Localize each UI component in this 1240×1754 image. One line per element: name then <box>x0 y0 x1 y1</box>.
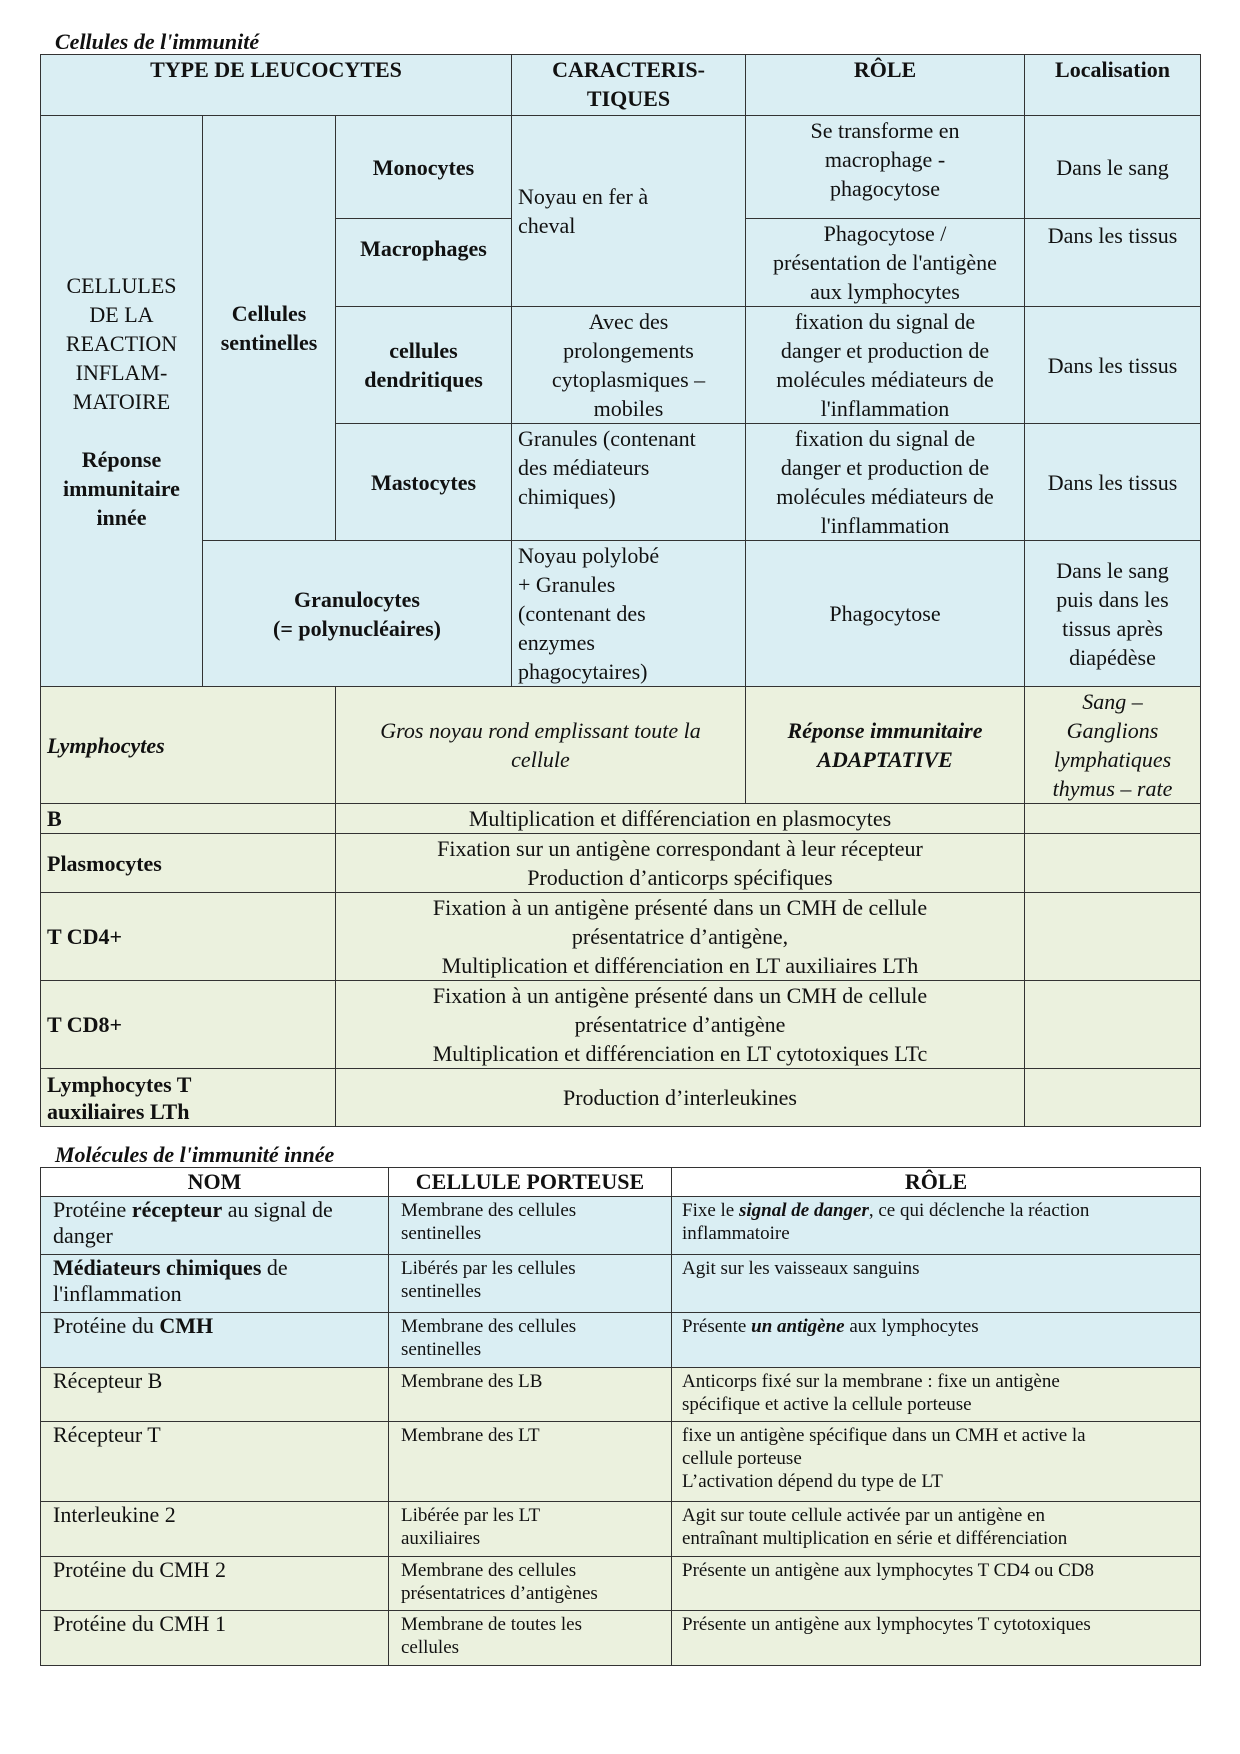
lymph-row-text: Fixation à un antigène présenté dans un CMH de cellule présentatrice d’antigène Multiplication et différenciation en LT cytotoxiques LTc <box>336 981 1025 1069</box>
monocytes-name: Monocytes <box>336 116 512 219</box>
molecule-name <box>41 1557 389 1611</box>
molecule-carrier: Membrane des LB <box>389 1368 672 1422</box>
sentinel-cells-label: Cellules sentinelles <box>203 116 336 541</box>
lymph-row-name: Lymphocytes T auxiliaires LTh <box>41 1069 336 1127</box>
molecule-role <box>672 1368 1201 1422</box>
granulocytes-location: Dans le sang puis dans les tissus après diapédèse <box>1025 541 1201 687</box>
molecule-role <box>672 1611 1201 1666</box>
header-type: TYPE DE LEUCOCYTES <box>41 55 512 116</box>
lymph-row-name: T CD8+ <box>41 981 336 1069</box>
lymph-row-empty <box>1025 834 1201 893</box>
monocytes-location: Dans le sang <box>1025 116 1201 219</box>
header-molecule-role: RÔLE <box>672 1168 1201 1197</box>
molecule-role <box>672 1313 1201 1368</box>
header-carrier-cell: CELLULE PORTEUSE <box>389 1168 672 1197</box>
molecule-name-post: de l'inflammation <box>53 1255 288 1306</box>
lymphocytes-location: Sang – Ganglions lymphatiques thymus – rate <box>1025 687 1201 804</box>
header-name: NOM <box>41 1168 389 1197</box>
molecule-name <box>41 1197 389 1255</box>
molecule-carrier: Membrane des cellules présentatrices d’antigènes <box>389 1557 672 1611</box>
molecule-name-pre: Protéine du <box>53 1313 160 1338</box>
molecule-carrier: Membrane des LT <box>389 1422 672 1502</box>
molecule-role-pre: Présente un antigène aux lymphocytes T CD4 ou CD8 <box>682 1560 1094 1581</box>
molecule-role-emphasis: signal de danger <box>739 1200 869 1221</box>
molecule-carrier: Membrane des cellules sentinelles <box>389 1197 672 1255</box>
molecule-role <box>672 1255 1201 1313</box>
lymph-row-empty <box>1025 1069 1201 1127</box>
lymphocytes-characteristics: Gros noyau rond emplissant toute la cellule <box>336 687 746 804</box>
molecules-table <box>40 1167 1201 1666</box>
molecule-name <box>41 1502 389 1557</box>
molecule-name-bold: Médiateurs chimiques <box>53 1255 262 1280</box>
granulocytes-name: Granulocytes (= polynucléaires) <box>203 541 512 687</box>
lymph-row-text: Multiplication et différenciation en plasmocytes <box>336 804 1025 834</box>
mastocytes-role: fixation du signal de danger et production de molécules médiateurs de l'inflammation <box>746 424 1025 541</box>
innate-group-cell <box>41 116 203 687</box>
macrophages-location: Dans les tissus <box>1025 219 1201 307</box>
mastocytes-location: Dans les tissus <box>1025 424 1201 541</box>
lymph-row-text: Fixation à un antigène présenté dans un CMH de cellule présentatrice d’antigène, Multiplication et différenciation en LT auxiliaires LTh <box>336 893 1025 981</box>
lymph-row-empty <box>1025 893 1201 981</box>
molecule-role-pre: fixe un antigène spécifique dans un CMH et active la cellule porteuse L’activation dépend du type de LT <box>682 1425 1086 1492</box>
molecule-role-pre: Agit sur les vaisseaux sanguins <box>682 1258 920 1279</box>
dendritic-cells-name: cellules dendritiques <box>336 307 512 424</box>
lymphocytes-name: Lymphocytes <box>41 687 336 804</box>
granulocytes-characteristics: Noyau polylobé + Granules (contenant des enzymes phagocytaires) <box>512 541 746 687</box>
innate-group-label: CELLULES DE LA REACTION INFLAM- MATOIRE <box>65 272 178 414</box>
macrophages-role: Phagocytose / présentation de l'antigène aux lymphocytes <box>746 219 1025 307</box>
dendritic-location: Dans les tissus <box>1025 307 1201 424</box>
lymphocytes-role: Réponse immunitaire ADAPTATIVE <box>746 687 1025 804</box>
molecule-carrier: Membrane des cellules sentinelles <box>389 1313 672 1368</box>
molecule-role-post: , ce qui déclenche la réaction inflammatoire <box>682 1200 1090 1244</box>
molecule-role <box>672 1557 1201 1611</box>
mastocytes-name: Mastocytes <box>336 424 512 541</box>
leukocytes-table <box>40 54 1201 1127</box>
molecule-role <box>672 1422 1201 1502</box>
macrophages-name: Macrophages <box>336 219 512 307</box>
molecule-role <box>672 1502 1201 1557</box>
granulocytes-role: Phagocytose <box>746 541 1025 687</box>
lymph-row-text: Production d’interleukines <box>336 1069 1025 1127</box>
molecule-name <box>41 1422 389 1502</box>
molecule-role <box>672 1197 1201 1255</box>
dendritic-characteristics: Avec des prolongements cytoplasmiques – mobiles <box>512 307 746 424</box>
innate-response-label: Réponse immunitaire innée <box>63 446 180 530</box>
molecule-carrier: Membrane de toutes les cellules <box>389 1611 672 1666</box>
monocytes-role: Se transforme en macrophage - phagocytose <box>746 116 1025 219</box>
dendritic-role: fixation du signal de danger et production de molécules médiateurs de l'inflammation <box>746 307 1025 424</box>
molecule-carrier: Libérée par les LT auxiliaires <box>389 1502 672 1557</box>
molecule-name-pre: Protéine du CMH 2 <box>53 1557 226 1582</box>
molecule-role-pre: Présente <box>682 1316 752 1337</box>
header-role: RÔLE <box>746 55 1025 116</box>
molecule-role-emphasis: un antigène <box>751 1316 845 1337</box>
molecule-role-pre: Fixe le <box>682 1200 739 1221</box>
molecule-name-pre: Protéine du CMH 1 <box>53 1611 226 1636</box>
section-title-molecules: Molécules de l'immunité innée <box>55 1142 335 1167</box>
molecule-name-bold: CMH <box>159 1313 214 1338</box>
lymph-row-empty <box>1025 981 1201 1069</box>
section-title-cells: Cellules de l'immunité <box>55 29 260 54</box>
molecule-role-pre: Agit sur toute cellule activée par un antigène en entraînant multiplication en série et différenciation <box>682 1505 1068 1549</box>
lymph-row-text: Fixation sur un antigène correspondant à leur récepteur Production d’anticorps spécifiques <box>336 834 1025 893</box>
header-location: Localisation <box>1025 55 1201 116</box>
molecule-name <box>41 1368 389 1422</box>
lymph-row-name: Plasmocytes <box>41 834 336 893</box>
molecule-role-pre: Anticorps fixé sur la membrane : fixe un antigène spécifique et active la cellule porteuse <box>682 1371 1060 1415</box>
molecule-name-pre: Interleukine 2 <box>53 1502 176 1527</box>
lymph-row-name: T CD4+ <box>41 893 336 981</box>
molecule-name <box>41 1255 389 1313</box>
lymph-row-empty <box>1025 804 1201 834</box>
molecule-name-post: au signal de danger <box>53 1197 333 1248</box>
header-characteristics: CARACTERIS- TIQUES <box>512 55 746 116</box>
molecule-name-pre: Récepteur B <box>53 1368 163 1393</box>
molecule-name-pre: Protéine <box>53 1197 132 1222</box>
molecule-name <box>41 1611 389 1666</box>
molecule-role-post: aux lymphocytes <box>844 1316 979 1337</box>
molecule-carrier: Libérés par les cellules sentinelles <box>389 1255 672 1313</box>
molecule-name-bold: récepteur <box>131 1197 223 1222</box>
molecule-role-pre: Présente un antigène aux lymphocytes T cytotoxiques <box>682 1614 1091 1635</box>
mastocytes-characteristics: Granules (contenant des médiateurs chimiques) <box>512 424 746 541</box>
molecule-name-pre: Récepteur T <box>53 1422 161 1447</box>
lymph-row-name: B <box>41 804 336 834</box>
molecule-name <box>41 1313 389 1368</box>
mono-macro-characteristics: Noyau en fer à cheval <box>512 116 746 307</box>
